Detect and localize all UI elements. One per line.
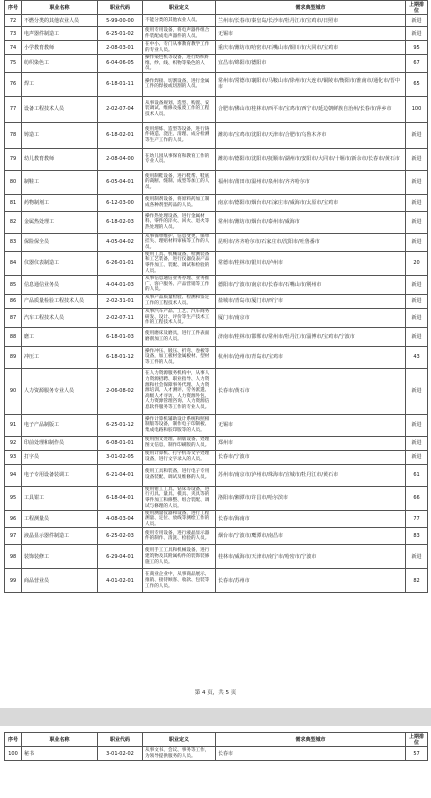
occupation-code: 6-04-06-05 — [98, 55, 143, 73]
previous-rank: 100 — [406, 96, 428, 122]
table-row — [5, 211, 428, 233]
occupation-code: 6-18-02-03 — [98, 211, 143, 233]
occupation-name: 制鞋工 — [22, 170, 98, 194]
occupation-name: 电子产品制版工 — [22, 414, 98, 436]
occupation-definition: 从事汽车产品、工艺、汽车商务研发、设计、评价等生产技术工作的工程技术人员。 — [143, 308, 216, 327]
table-row — [5, 233, 428, 251]
table-row — [5, 194, 428, 211]
occupation-definition: 使用工具和装备，进行电子专用设备装配、调试及维修的人员。 — [143, 464, 216, 486]
occupation-name: 设备工程技术人员 — [22, 96, 98, 122]
previous-rank: 新进 — [406, 294, 428, 308]
occupation-definition: 在人力资源服务机构中，从事人力资源招聘、职业指导、人力资源和社会保障事务代理、人力资源培训、人才测评、劳务派遣、高级人才寻访、人力资源外包、人力资源管理咨询、人力资源信息软件服务等工作的专业人员。 — [143, 368, 216, 414]
typical-cities: 南京市/德阳市/烟台市/石家庄市/威海市/太原市/宝鸡市 — [216, 194, 406, 211]
page-gap — [0, 708, 431, 726]
occupation-name: 电子专用设备装调工 — [22, 464, 98, 486]
row-number: 86 — [5, 294, 22, 308]
typical-cities: 宜昌市/绵阳市/德阳市 — [216, 55, 406, 73]
row-number: 85 — [5, 275, 22, 294]
occupation-name: 商品营业员 — [22, 569, 98, 593]
header-rank: 上期排位 — [406, 1, 428, 15]
occupation-definition: 从事产品质量检验、检测和鉴定工作的工程技术人员。 — [143, 294, 216, 308]
occupation-definition: 操作冲压、锻压、折弯、卷板等设备，加工板材金属板材、型材等工件的人员。 — [143, 346, 216, 368]
previous-rank: 新进 — [406, 436, 428, 450]
occupation-definition: 使用工具、机械设备，检测装备和工艺装备，进行仪器仪表产品零件加工、装配、调试和检验的人员。 — [143, 251, 216, 275]
occupation-definition: 在商业企业中，从事商品展示、推销、接待顾客、收款、包装等工作的人员。 — [143, 569, 216, 593]
occupation-definition: 不能分类的其他农业人员。 — [143, 15, 216, 27]
occupation-name: 人力资源服务专业人员 — [22, 368, 98, 414]
typical-cities: 郑州市 — [216, 436, 406, 450]
previous-rank: 新进 — [406, 211, 428, 233]
typical-cities: 重庆市/潍坊市/哈密市/石嘴山市/铜川市/大同市/宝鸡市 — [216, 41, 406, 55]
occupation-name: 幼儿教育教师 — [22, 148, 98, 170]
table-row — [5, 545, 428, 569]
previous-rank: 新进 — [406, 15, 428, 27]
occupation-name: 工具钳工 — [22, 486, 98, 510]
row-number: 96 — [5, 510, 22, 528]
header-name: 职业名称 — [22, 1, 98, 15]
occupation-definition: 使用钳工工具、钻床等设备，进行刃具、量具、模具、夹具等的零件加工和修整、组合装配、调试与修理的人员。 — [143, 486, 216, 510]
row-number: 93 — [5, 450, 22, 464]
table-row — [5, 72, 428, 96]
previous-rank: 新进 — [406, 368, 428, 414]
previous-rank: 57 — [406, 747, 428, 761]
occupation-table-continued — [4, 732, 428, 761]
header-code: 职业代码 — [98, 733, 143, 747]
row-number: 75 — [5, 55, 22, 73]
occupation-definition: 操作计算机辅助设计系统和照相制版等设备，制作电子印制板、集成电路和胶印版等的人员。 — [143, 414, 216, 436]
occupation-name: 纺织染色工 — [22, 55, 98, 73]
row-number: 78 — [5, 122, 22, 148]
occupation-name: 金属热处理工 — [22, 211, 98, 233]
occupation-definition: 使用手工工具和机械设备，进行建筑物及其附属构件的装饰装修施工的人员。 — [143, 545, 216, 569]
occupation-code: 2-08-04-00 — [98, 148, 143, 170]
previous-rank: 新进 — [406, 170, 428, 194]
occupation-code: 2-06-08-02 — [98, 368, 143, 414]
table-row — [5, 414, 428, 436]
header-code: 职业代码 — [98, 1, 143, 15]
typical-cities: 福州市/莆田市/温州市/泉州市/齐齐哈尔市 — [216, 170, 406, 194]
occupation-name: 保险保全员 — [22, 233, 98, 251]
row-number: 95 — [5, 486, 22, 510]
occupation-code: 4-08-03-04 — [98, 510, 143, 528]
previous-rank: 65 — [406, 72, 428, 96]
previous-rank: 95 — [406, 41, 428, 55]
row-number: 74 — [5, 41, 22, 55]
occupation-definition: 在中小、专门从事教育教学工作的专业人员。 — [143, 41, 216, 55]
table-row — [5, 327, 428, 346]
typical-cities: 兰州市/长春市/秦皇岛/长沙市/牡丹江市/宝鸡市/日照市 — [216, 15, 406, 27]
previous-rank: 新进 — [406, 233, 428, 251]
typical-cities: 济南市/桂林市/邯郸市/常州市/牡丹江市/淄博市/宝鸡市/宁波市 — [216, 327, 406, 346]
table-row — [5, 510, 428, 528]
occupation-code: 6-18-01-03 — [98, 327, 143, 346]
occupation-definition: 从事文书、会议、事务等工作，为领导提供服务的人员。 — [143, 747, 216, 761]
row-number: 90 — [5, 368, 22, 414]
header-definition: 职业定义 — [143, 733, 216, 747]
typical-cities: 洛阳市/湘潭市/许昌市/哈尔滨市 — [216, 486, 406, 510]
row-number: 81 — [5, 194, 22, 211]
previous-rank: 新进 — [406, 275, 428, 294]
typical-cities: 昆明市/齐齐哈尔市/石家庄市/沈阳市/吐鲁番市 — [216, 233, 406, 251]
occupation-name: 仪器仪表制造工 — [22, 251, 98, 275]
typical-cities: 长春市/海南市 — [216, 510, 406, 528]
occupation-definition: 从事设备规划、选型、购置、安装调试、维修及报废工作的工程技术人员。 — [143, 96, 216, 122]
table-row — [5, 346, 428, 368]
row-number: 87 — [5, 308, 22, 327]
typical-cities: 常德市/桂林市/银川市/泸州市 — [216, 251, 406, 275]
table-row — [5, 308, 428, 327]
previous-rank: 新进 — [406, 122, 428, 148]
occupation-name: 装饰装修工 — [22, 545, 98, 569]
occupation-name: 汽车工程技术人员 — [22, 308, 98, 327]
table-header-row — [5, 733, 428, 747]
occupation-code: 3-01-02-05 — [98, 450, 143, 464]
occupation-definition: 使用制剂设备，将原料药加工制成各种剂型药品的人员。 — [143, 194, 216, 211]
typical-cities: 合肥市/佛山市/桂林市/西平市/宝鸡市/西宁市/延边朝鲜族自治州/长春市/萍乡市 — [216, 96, 406, 122]
occupation-code: 6-26-01-01 — [98, 251, 143, 275]
row-number: 100 — [5, 747, 22, 761]
occupation-definition: 操作染色机等设备，进行纺织纤维、纱、线、织物等染色的人员。 — [143, 55, 216, 73]
typical-cities: 长春市/黄石市 — [216, 368, 406, 414]
row-number: 88 — [5, 327, 22, 346]
header-rank: 上期排位 — [406, 733, 428, 747]
occupation-name: 秘书 — [22, 747, 98, 761]
table-row — [5, 27, 428, 41]
previous-rank: 新进 — [406, 194, 428, 211]
typical-cities: 长春市/宁波市 — [216, 450, 406, 464]
row-number: 97 — [5, 528, 22, 545]
table-row — [5, 368, 428, 414]
row-number: 84 — [5, 251, 22, 275]
occupation-definition: 使用专用设备，将电声器件组合件装配成电声器件的人员。 — [143, 27, 216, 41]
occupation-name: 冲压工 — [22, 346, 98, 368]
row-number: 79 — [5, 148, 22, 170]
page-footer: 第 4 页，共 5 页 — [194, 690, 237, 696]
occupation-code: 2-08-03-01 — [98, 41, 143, 55]
table-row — [5, 148, 428, 170]
previous-rank: 61 — [406, 464, 428, 486]
previous-rank: 新进 — [406, 148, 428, 170]
occupation-name: 打字员 — [22, 450, 98, 464]
table-row — [5, 747, 428, 761]
occupation-code: 6-25-01-12 — [98, 414, 143, 436]
occupation-code: 4-05-04-02 — [98, 233, 143, 251]
document-page-5 — [0, 726, 431, 798]
row-number: 83 — [5, 233, 22, 251]
occupation-code: 6-08-01-01 — [98, 436, 143, 450]
header-cities: 需求典型城市 — [216, 1, 406, 15]
occupation-definition: 使用计算机、打字机等文字处理设备，进行文字录入的人员。 — [143, 450, 216, 464]
occupation-code: 6-29-04-01 — [98, 545, 143, 569]
table-row — [5, 450, 428, 464]
occupation-definition: 使用测量仪器和设备，进行工程测量、定位、放线等测绘工作的人员。 — [143, 510, 216, 528]
previous-rank: 82 — [406, 569, 428, 593]
previous-rank: 67 — [406, 55, 428, 73]
header-definition: 职业定义 — [143, 1, 216, 15]
row-number: 89 — [5, 346, 22, 368]
occupation-definition: 使用磨床及磨具，进行工件表面磨削加工的人员。 — [143, 327, 216, 346]
table-row — [5, 170, 428, 194]
row-number: 77 — [5, 96, 22, 122]
table-header-row — [5, 1, 428, 15]
occupation-name: 产品质量检验工程技术人员 — [22, 294, 98, 308]
occupation-code: 6-25-02-03 — [98, 528, 143, 545]
previous-rank: 新进 — [406, 27, 428, 41]
occupation-name: 磨工 — [22, 327, 98, 346]
table-row — [5, 55, 428, 73]
occupation-code: 6-12-03-00 — [98, 194, 143, 211]
occupation-name: 铸造工 — [22, 122, 98, 148]
previous-rank: 新进 — [406, 308, 428, 327]
occupation-definition: 操作焊接、切割设备，进行金属工件的焊接或切割的人员。 — [143, 72, 216, 96]
table-row — [5, 96, 428, 122]
occupation-definition: 从事信息通信业务办理、业务推广、客户服务、产品营销等工作的人员。 — [143, 275, 216, 294]
row-number: 76 — [5, 72, 22, 96]
header-cities: 需求典型城市 — [216, 733, 406, 747]
previous-rank: 66 — [406, 486, 428, 510]
typical-cities: 杭州市/沧州市/青岛市/宝鸡市 — [216, 346, 406, 368]
header-name: 职业名称 — [22, 733, 98, 747]
row-number: 80 — [5, 170, 22, 194]
table-row — [5, 486, 428, 510]
table-row — [5, 528, 428, 545]
previous-rank: 新进 — [406, 327, 428, 346]
typical-cities: 长春市/苏州市 — [216, 569, 406, 593]
occupation-code: 6-18-01-11 — [98, 72, 143, 96]
row-number: 94 — [5, 464, 22, 486]
occupation-name: 药物制剂工 — [22, 194, 98, 211]
typical-cities: 德阳市/宁波市/南京市/长春市/石嘴山市/荆州市 — [216, 275, 406, 294]
typical-cities: 潍坊市/德阳市/沈阳市/抚顺市/湖州市/安阳市/大同市/十堰市/新余市/长春市/黄石市 — [216, 148, 406, 170]
table-row — [5, 294, 428, 308]
table-row — [5, 275, 428, 294]
occupation-definition: 从事保单维护、信息变更、保单挂失、理赔材料审核等工作的人员。 — [143, 233, 216, 251]
occupation-table — [4, 0, 428, 593]
occupation-code: 2-02-31-01 — [98, 294, 143, 308]
occupation-name: 信息通信业务员 — [22, 275, 98, 294]
table-row — [5, 122, 428, 148]
row-number: 98 — [5, 545, 22, 569]
typical-cities: 常州市/常德市/襄阳市/马鞍山市/徐州市/大连市/铜陵市/衡阳市/淮南市/通化市/晋中市 — [216, 72, 406, 96]
occupation-code: 4-04-01-03 — [98, 275, 143, 294]
row-number: 73 — [5, 27, 22, 41]
occupation-code: 5-99-00-00 — [98, 15, 143, 27]
typical-cities: 无锡市 — [216, 27, 406, 41]
occupation-name: 工程测量员 — [22, 510, 98, 528]
occupation-code: 6-21-04-01 — [98, 464, 143, 486]
table-row — [5, 436, 428, 450]
typical-cities: 桂林市/威海市/天津市/南宁市/哈密市/宁波市 — [216, 545, 406, 569]
row-number: 72 — [5, 15, 22, 27]
header-no: 序号 — [5, 1, 22, 15]
occupation-code: 4-01-02-01 — [98, 569, 143, 593]
previous-rank: 20 — [406, 251, 428, 275]
occupation-definition: 操作热处理设备，进行金属材料、零件的淬火、回火、退火等热处理的人员。 — [143, 211, 216, 233]
occupation-code: 6-18-01-12 — [98, 346, 143, 368]
occupation-code: 6-18-04-01 — [98, 486, 143, 510]
table-row — [5, 251, 428, 275]
occupation-code: 6-25-01-02 — [98, 27, 143, 41]
typical-cities: 潍坊市/宝鸡市/沈阳市/天津市/合肥市/乌鲁木齐市 — [216, 122, 406, 148]
occupation-code: 6-05-04-01 — [98, 170, 143, 194]
typical-cities: 长春市 — [216, 747, 406, 761]
occupation-code: 2-02-07-11 — [98, 308, 143, 327]
occupation-definition: 在幼儿园从事保育和教育工作的专业人员。 — [143, 148, 216, 170]
occupation-definition: 使用熔炼、造型等设备，进行铸件铸造、浇注、清理、成分检测等生产工作的人员。 — [143, 122, 216, 148]
table-row — [5, 15, 428, 27]
previous-rank: 新进 — [406, 414, 428, 436]
occupation-code: 3-01-02-02 — [98, 747, 143, 761]
occupation-name: 小学教育教师 — [22, 41, 98, 55]
table-row — [5, 569, 428, 593]
row-number: 82 — [5, 211, 22, 233]
occupation-name: 不燃分类的其他农业人员 — [22, 15, 98, 27]
typical-cities: 常州市/潍坊市/烟台市/泰州市/威海市 — [216, 211, 406, 233]
header-no: 序号 — [5, 733, 22, 747]
typical-cities: 烟台市/宁波市/鹰潭市/南昌市 — [216, 528, 406, 545]
previous-rank: 新进 — [406, 545, 428, 569]
occupation-name: 电声器件制造工 — [22, 27, 98, 41]
typical-cities: 苏州市/南京市/泸州市/珠海市/宣城市/牡丹江市/黄石市 — [216, 464, 406, 486]
row-number: 91 — [5, 414, 22, 436]
typical-cities: 盐城市/青岛市/厦门市/西宁市 — [216, 294, 406, 308]
typical-cities: 无锡市 — [216, 414, 406, 436]
previous-rank: 77 — [406, 510, 428, 528]
occupation-name: 液晶显示器件制造工 — [22, 528, 98, 545]
row-number: 92 — [5, 436, 22, 450]
occupation-definition: 使用图文处理、制版设备，处理图文信息，制作印刷版的人员。 — [143, 436, 216, 450]
occupation-name: 焊工 — [22, 72, 98, 96]
occupation-code: 6-18-02-01 — [98, 122, 143, 148]
previous-rank: 83 — [406, 528, 428, 545]
previous-rank: 新进 — [406, 450, 428, 464]
occupation-name: 印前处理和制作员 — [22, 436, 98, 450]
occupation-code: 2-02-07-04 — [98, 96, 143, 122]
typical-cities: 厦门市/南京市 — [216, 308, 406, 327]
occupation-definition: 使用专用设备，进行液晶显示器件的制作、清洗、检验的人员。 — [143, 528, 216, 545]
table-row — [5, 464, 428, 486]
row-number: 99 — [5, 569, 22, 593]
previous-rank: 43 — [406, 346, 428, 368]
table-row — [5, 41, 428, 55]
occupation-definition: 使用制鞋设备，进行鞋帮、鞋底的裁断、缝制、成型等加工的人员。 — [143, 170, 216, 194]
